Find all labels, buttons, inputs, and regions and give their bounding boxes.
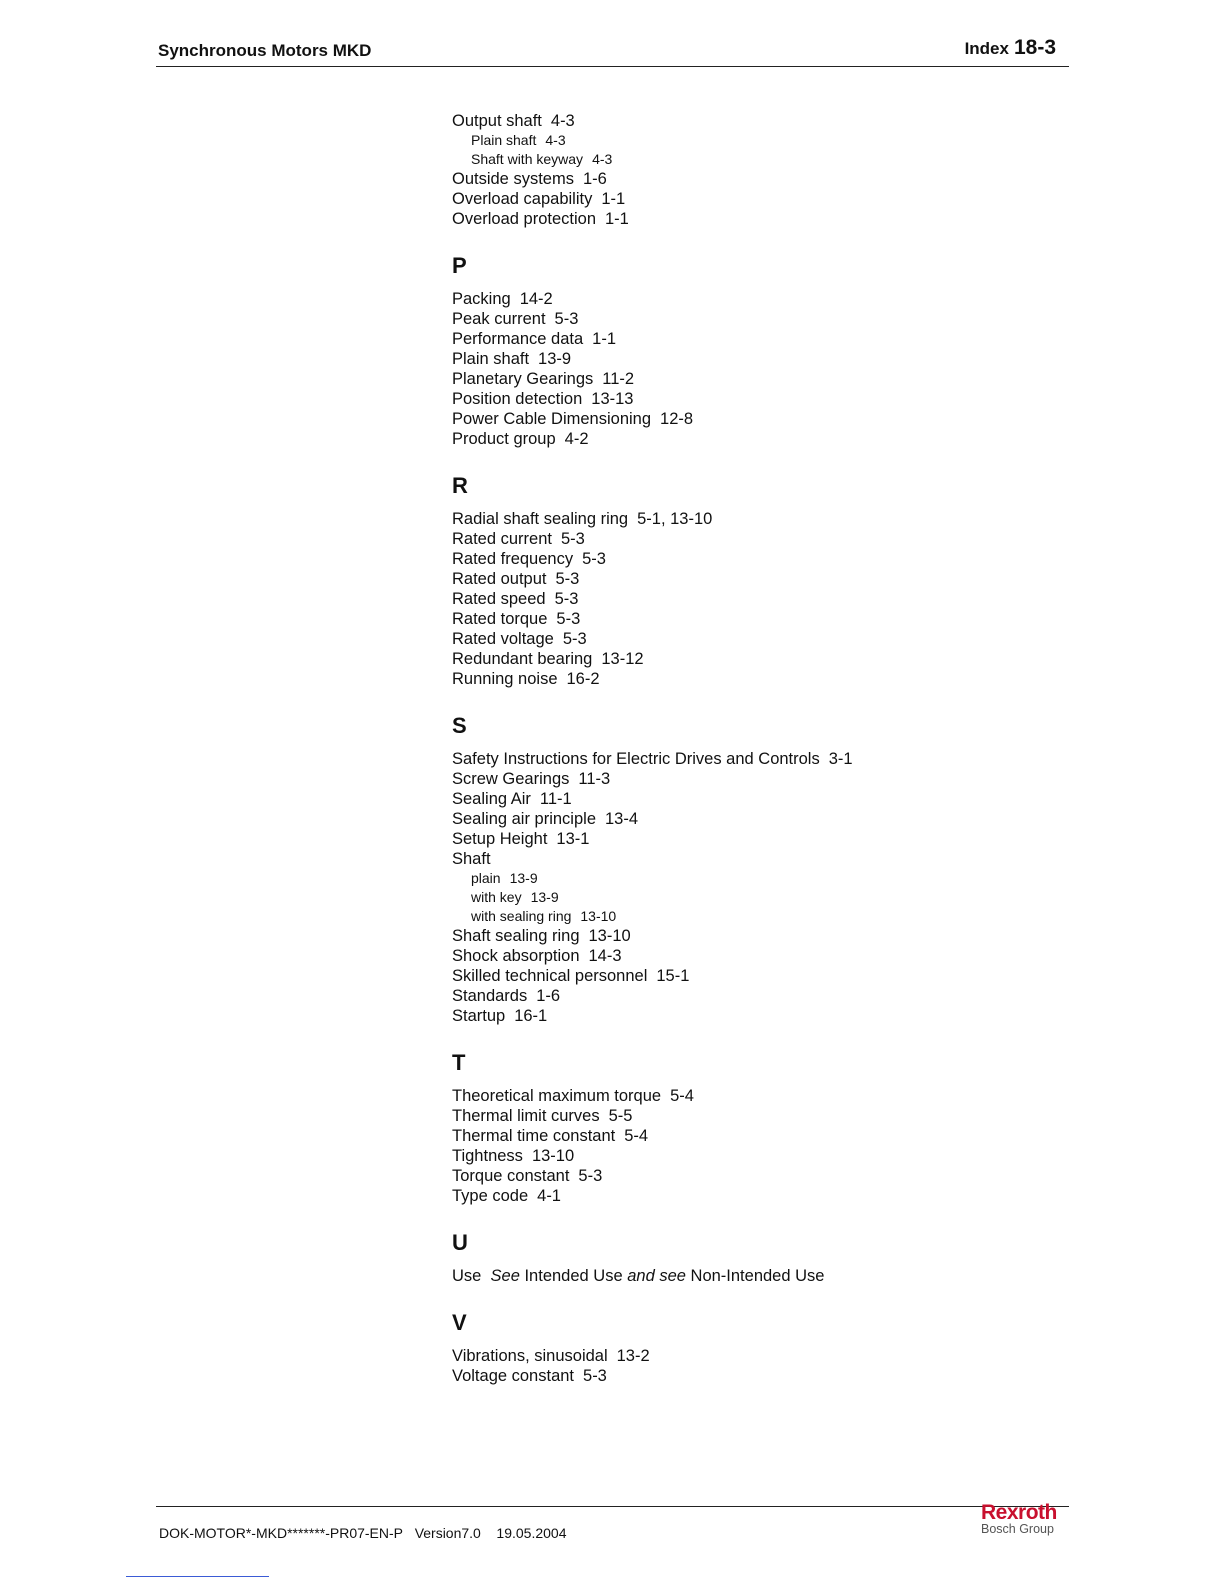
index-page-ref: 13-1 xyxy=(556,830,590,848)
index-page-ref: 13-2 xyxy=(616,1347,650,1365)
index-term: Shaft with keyway xyxy=(471,151,584,167)
index-entry xyxy=(452,169,1152,189)
index-entry xyxy=(452,549,1152,569)
footer-rule xyxy=(156,1506,1069,1507)
index-page-ref: 5-5 xyxy=(608,1107,633,1125)
index-page-ref: 5-1, 13-10 xyxy=(637,510,713,528)
index-page-ref: 4-2 xyxy=(564,430,589,448)
index-section xyxy=(452,473,1152,689)
index-subentry xyxy=(452,888,1152,907)
index-page-ref: 11-3 xyxy=(578,770,611,788)
brand-subtitle: Bosch Group xyxy=(981,1522,1054,1536)
index-page-ref: 1-6 xyxy=(582,170,607,188)
see-also-label: and see xyxy=(627,1267,686,1285)
index-entry xyxy=(452,669,1152,689)
index-entry xyxy=(452,1346,1152,1366)
see-label: See xyxy=(490,1267,520,1285)
index-subentry xyxy=(452,150,1152,169)
index-page-ref: 1-6 xyxy=(536,987,561,1005)
index-term: Rated output xyxy=(452,570,547,588)
index-entry xyxy=(452,1126,1152,1146)
index-page-ref: 13-10 xyxy=(580,908,617,924)
index-page-ref: 14-2 xyxy=(519,290,553,308)
index-term: Voltage constant xyxy=(452,1367,575,1385)
index-page-ref: 12-8 xyxy=(660,410,694,428)
section-letter: R xyxy=(452,473,468,498)
index-page-ref: 5-3 xyxy=(583,1367,607,1385)
index-term: Sealing Air xyxy=(452,790,531,808)
index-term: Rated voltage xyxy=(452,630,554,648)
index-entry xyxy=(452,946,1152,966)
index-term: Performance data xyxy=(452,330,584,348)
index-entry xyxy=(452,111,1152,131)
index-entry xyxy=(452,1106,1152,1126)
index-entry xyxy=(452,1186,1152,1206)
index-entry xyxy=(452,1086,1152,1106)
index-term: Shock absorption xyxy=(452,947,580,965)
index-subentry xyxy=(452,907,1152,926)
index-term: Planetary Gearings xyxy=(452,370,594,388)
index-entry xyxy=(452,986,1152,1006)
index-sections xyxy=(452,253,1152,1386)
index-entry xyxy=(452,429,1152,449)
index-term: Outside systems xyxy=(452,170,574,188)
section-label: Index xyxy=(964,39,1009,58)
index-entry xyxy=(452,629,1152,649)
index-subentry xyxy=(452,131,1152,150)
doc-date: 19.05.2004 xyxy=(496,1525,567,1541)
index-term: Peak current xyxy=(452,310,546,328)
index-page-ref: 11-2 xyxy=(602,370,635,388)
index-entry xyxy=(452,769,1152,789)
index-entry xyxy=(452,789,1152,809)
index-entry xyxy=(452,926,1152,946)
rexroth-logo xyxy=(981,1501,1057,1536)
index-page-ref: 4-3 xyxy=(545,132,566,148)
index-section xyxy=(452,253,1152,449)
index-page-ref: 5-4 xyxy=(624,1127,649,1145)
index-page-ref: 5-3 xyxy=(578,1167,603,1185)
see-target: Non-Intended Use xyxy=(690,1267,825,1285)
index-entry xyxy=(452,509,1152,529)
index-term: Skilled technical personnel xyxy=(452,967,648,985)
index-term: Output shaft xyxy=(452,112,542,130)
index-entry xyxy=(452,829,1152,849)
index-page-ref: 11-1 xyxy=(539,790,572,808)
index-term: Thermal limit curves xyxy=(452,1107,600,1125)
index-term: Power Cable Dimensioning xyxy=(452,410,652,428)
index-page-ref: 5-3 xyxy=(554,310,579,328)
brand-name: Rexroth xyxy=(981,1501,1057,1524)
index-term: Theoretical maximum torque xyxy=(452,1087,662,1105)
page-number: 18-3 xyxy=(1013,36,1056,59)
index-term: Setup Height xyxy=(452,830,548,848)
index-term: Packing xyxy=(452,290,511,308)
index-entry xyxy=(452,1006,1152,1026)
doc-version: Version7.0 xyxy=(414,1525,481,1541)
index-entry xyxy=(452,409,1152,429)
index-term: plain xyxy=(471,870,501,886)
index-section xyxy=(452,1310,1152,1386)
running-header-page xyxy=(965,36,1056,60)
index-page-ref: 13-4 xyxy=(605,810,639,828)
index-page-ref: 13-10 xyxy=(531,1147,575,1165)
index-term: Safety Instructions for Electric Drives and Controls xyxy=(452,750,820,768)
index-term: Running noise xyxy=(452,670,558,688)
index-page-ref: 13-9 xyxy=(509,870,538,886)
index-page-ref: 5-3 xyxy=(582,550,606,568)
index-entry xyxy=(452,749,1152,769)
index-entry xyxy=(452,966,1152,986)
index-page-ref: 4-1 xyxy=(537,1187,561,1205)
index-page-ref: 13-10 xyxy=(588,927,631,945)
index-page-ref: 5-3 xyxy=(554,590,579,608)
index-subentry xyxy=(452,869,1152,888)
index-page-ref: 14-3 xyxy=(588,947,622,965)
index-entry xyxy=(452,369,1152,389)
footer-doc-info xyxy=(159,1525,567,1541)
index-section xyxy=(452,1050,1152,1206)
index-section xyxy=(452,713,1152,1026)
index-entry xyxy=(452,309,1152,329)
index-entry xyxy=(452,589,1152,609)
index-entry xyxy=(452,189,1152,209)
index-entry xyxy=(452,529,1152,549)
index-term: Rated torque xyxy=(452,610,548,628)
index-entry xyxy=(452,329,1152,349)
index-entry xyxy=(452,1146,1152,1166)
index-term: Torque constant xyxy=(452,1167,570,1185)
index-term: Screw Gearings xyxy=(452,770,570,788)
index-term: Sealing air principle xyxy=(452,810,596,828)
index-page-ref: 5-3 xyxy=(560,530,585,548)
index-term: Overload capability xyxy=(452,190,593,208)
index-page-ref: 13-12 xyxy=(601,650,644,668)
section-letter: T xyxy=(452,1050,466,1075)
index-term: Thermal time constant xyxy=(452,1127,616,1145)
index-term: Rated speed xyxy=(452,590,546,608)
index-term: Redundant bearing xyxy=(452,650,593,668)
index-entry xyxy=(452,289,1152,309)
section-letter: S xyxy=(452,713,467,738)
index-entry xyxy=(452,809,1152,829)
index-page-ref: 3-1 xyxy=(828,750,853,768)
index-entry xyxy=(452,209,1152,229)
index-entry xyxy=(452,1266,1152,1286)
running-header-title: Synchronous Motors MKD xyxy=(158,41,372,60)
index-term: Type code xyxy=(452,1187,529,1205)
index-term: Startup xyxy=(452,1007,506,1025)
index-entry xyxy=(452,1366,1152,1386)
index-term: with key xyxy=(471,889,522,905)
section-letter: P xyxy=(452,253,467,278)
index-term: Shaft sealing ring xyxy=(452,927,580,945)
index-page-ref: 1-1 xyxy=(592,330,617,348)
index-intro-entries xyxy=(452,111,1152,229)
index-page-ref: 16-1 xyxy=(514,1007,548,1025)
index-list xyxy=(452,111,1152,1386)
index-term: Position detection xyxy=(452,390,583,408)
index-page-ref: 1-1 xyxy=(601,190,626,208)
index-term: Rated current xyxy=(452,530,552,548)
index-entry xyxy=(452,649,1152,669)
index-term: Shaft xyxy=(452,850,491,868)
index-page-ref: 5-4 xyxy=(670,1087,694,1105)
header-rule xyxy=(156,66,1069,67)
section-letter: U xyxy=(452,1230,468,1255)
index-page-ref: 5-3 xyxy=(556,610,581,628)
index-entry xyxy=(452,849,1152,869)
index-page-ref: 1-1 xyxy=(605,210,629,228)
index-entry xyxy=(452,389,1152,409)
link-underline xyxy=(126,1576,269,1577)
index-term: Standards xyxy=(452,987,528,1005)
index-term: Radial shaft sealing ring xyxy=(452,510,629,528)
section-letter: V xyxy=(452,1310,467,1335)
index-page-ref: 13-13 xyxy=(591,390,634,408)
doc-id: DOK-MOTOR*-MKD*******-PR07-EN-P xyxy=(159,1525,404,1541)
index-term: Overload protection xyxy=(452,210,596,228)
index-term: Vibrations, sinusoidal xyxy=(452,1347,608,1365)
index-term: Rated frequency xyxy=(452,550,574,568)
index-section xyxy=(452,1230,1152,1286)
index-page-ref: 4-3 xyxy=(550,112,575,130)
index-page-ref: 15-1 xyxy=(656,967,690,985)
index-term: with sealing ring xyxy=(471,908,572,924)
index-entry xyxy=(452,1166,1152,1186)
see-target: Intended Use xyxy=(524,1267,623,1285)
index-page-ref: 13-9 xyxy=(538,350,572,368)
index-term: Use xyxy=(452,1267,482,1285)
index-page-ref: 4-3 xyxy=(592,151,613,167)
index-page-ref: 5-3 xyxy=(562,630,587,648)
index-page-ref: 16-2 xyxy=(566,670,600,688)
index-term: Product group xyxy=(452,430,556,448)
index-entry xyxy=(452,349,1152,369)
index-term: Tightness xyxy=(452,1147,523,1165)
index-term: Plain shaft xyxy=(471,132,537,148)
index-page-ref: 13-9 xyxy=(530,889,559,905)
index-entry xyxy=(452,609,1152,629)
index-entry xyxy=(452,569,1152,589)
index-page-ref: 5-3 xyxy=(555,570,580,588)
index-term: Plain shaft xyxy=(452,350,530,368)
